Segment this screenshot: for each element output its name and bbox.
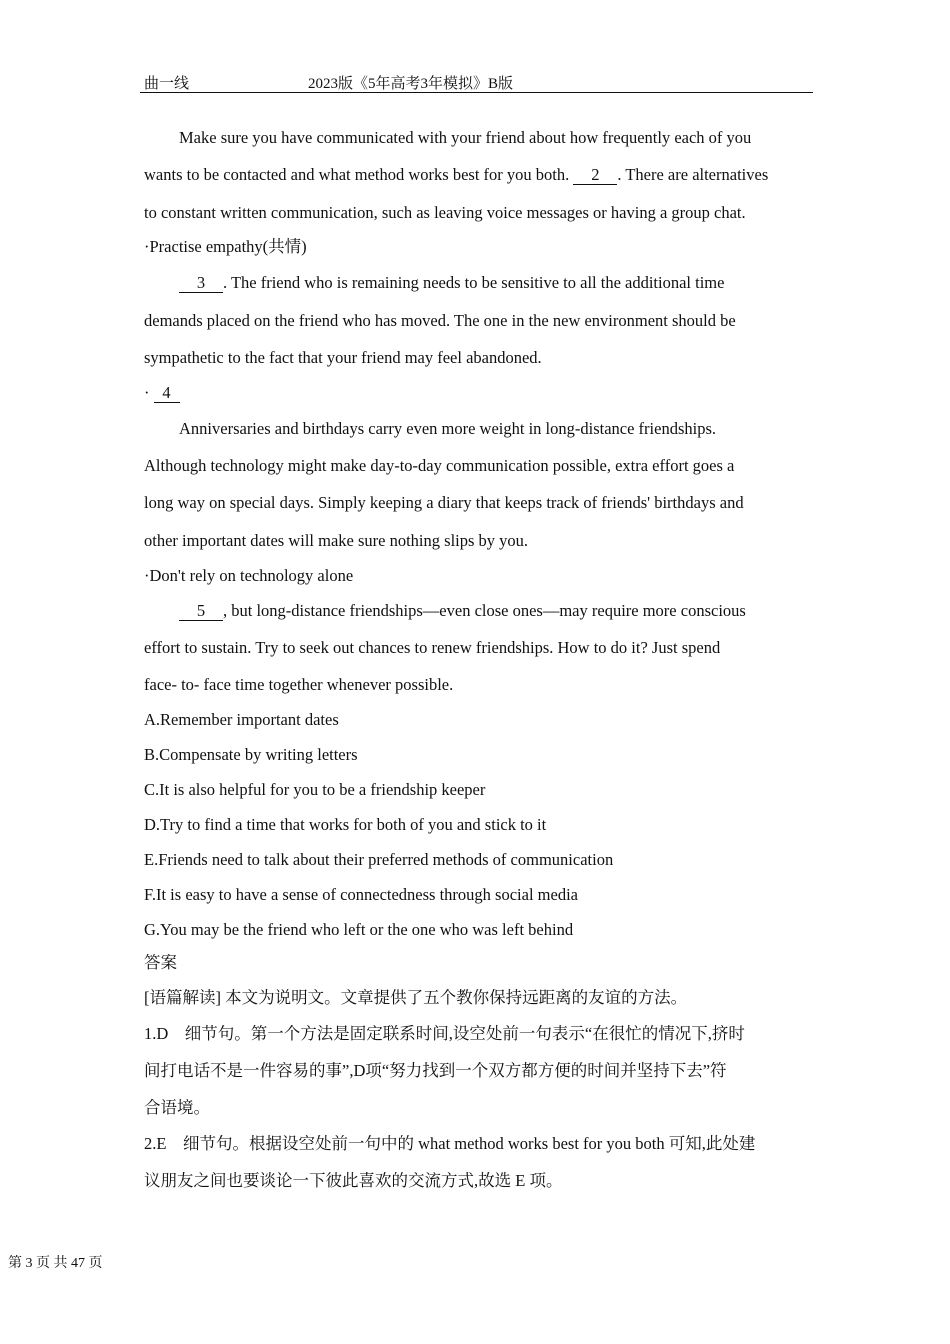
option-g: G.You may be the friend who left or the one who was left behind xyxy=(144,920,574,939)
answer-explanation-line: 间打电话不是一件容易的事”,D项“努力找到一个双方都方便的时间并坚持下去”符 xyxy=(144,1061,727,1080)
passage-line: to constant written communication, such as leaving voice messages or having a group chat. xyxy=(144,203,746,222)
option-d: D.Try to find a time that works for both of you and stick to it xyxy=(144,815,547,834)
passage-line: Anniversaries and birthdays carry even more weight in long-distance friendships. xyxy=(179,419,717,438)
discourse-analysis: [语篇解读] 本文为说明文。文章提供了五个教你保持远距离的友谊的方法。 xyxy=(144,988,688,1007)
answer-explanation-line: 合语境。 xyxy=(144,1098,210,1117)
option-b: B.Compensate by writing letters xyxy=(144,745,358,764)
page-number-footer: 第 3 页 共 47 页 xyxy=(8,1256,103,1271)
answer-blank-4: 4 xyxy=(154,384,180,403)
option-f: F.It is easy to have a sense of connectedness through social media xyxy=(144,885,578,904)
header-left-text: 曲一线 xyxy=(144,76,190,92)
answer-explanation-line: 2.E 细节句。根据设空处前一句中的 what method works best for you both 可知,此处建 xyxy=(144,1134,756,1153)
section-heading-technology: ·Don't rely on technology alone xyxy=(144,566,354,585)
passage-line: long way on special days. Simply keeping a diary that keeps track of friends' birthdays and xyxy=(144,493,744,512)
passage-line: Although technology might make day-to-day communication possible, extra effort goes a xyxy=(144,456,735,475)
passage-line: Make sure you have communicated with your friend about how frequently each of you xyxy=(179,128,752,147)
option-c: C.It is also helpful for you to be a friendship keeper xyxy=(144,780,486,799)
passage-line: 3 . The friend who is remaining needs to be sensitive to all the additional time xyxy=(179,273,724,293)
answer-heading: 答案 xyxy=(144,953,177,972)
section-heading-empathy: ·Practise empathy(共情) xyxy=(144,237,307,256)
passage-line: demands placed on the friend who has moved. The one in the new environment should be xyxy=(144,311,736,330)
header-book-title: 2023版《5年高考3年模拟》B版 xyxy=(308,76,514,92)
answer-blank-5: 5 xyxy=(179,602,223,621)
answer-blank-3: 3 xyxy=(179,274,223,293)
passage-line: wants to be contacted and what method works best for you both. 2 . There are alternatives xyxy=(144,165,769,184)
passage-line: face- to- face time together whenever possible. xyxy=(144,675,454,694)
passage-line: effort to sustain. Try to seek out chances to renew friendships. How to do it? Just spend xyxy=(144,638,721,657)
answer-explanation-line: 1.D 细节句。第一个方法是固定联系时间,设空处前一句表示“在很忙的情况下,挤时 xyxy=(144,1024,745,1043)
passage-line: other important dates will make sure nothing slips by you. xyxy=(144,531,529,550)
header-divider xyxy=(140,92,813,93)
answer-blank-2: 2 xyxy=(573,166,617,185)
option-a: A.Remember important dates xyxy=(144,710,339,729)
answer-explanation-line: 议朋友之间也要谈论一下彼此喜欢的交流方式,故选 E 项。 xyxy=(144,1171,563,1190)
section-heading-blank-4: · 4 xyxy=(144,383,180,403)
passage-line: 5 , but long-distance friendships—even close ones—may require more conscious xyxy=(179,601,746,621)
option-e: E.Friends need to talk about their preferred methods of communication xyxy=(144,850,614,869)
passage-line: sympathetic to the fact that your friend may feel abandoned. xyxy=(144,348,542,367)
